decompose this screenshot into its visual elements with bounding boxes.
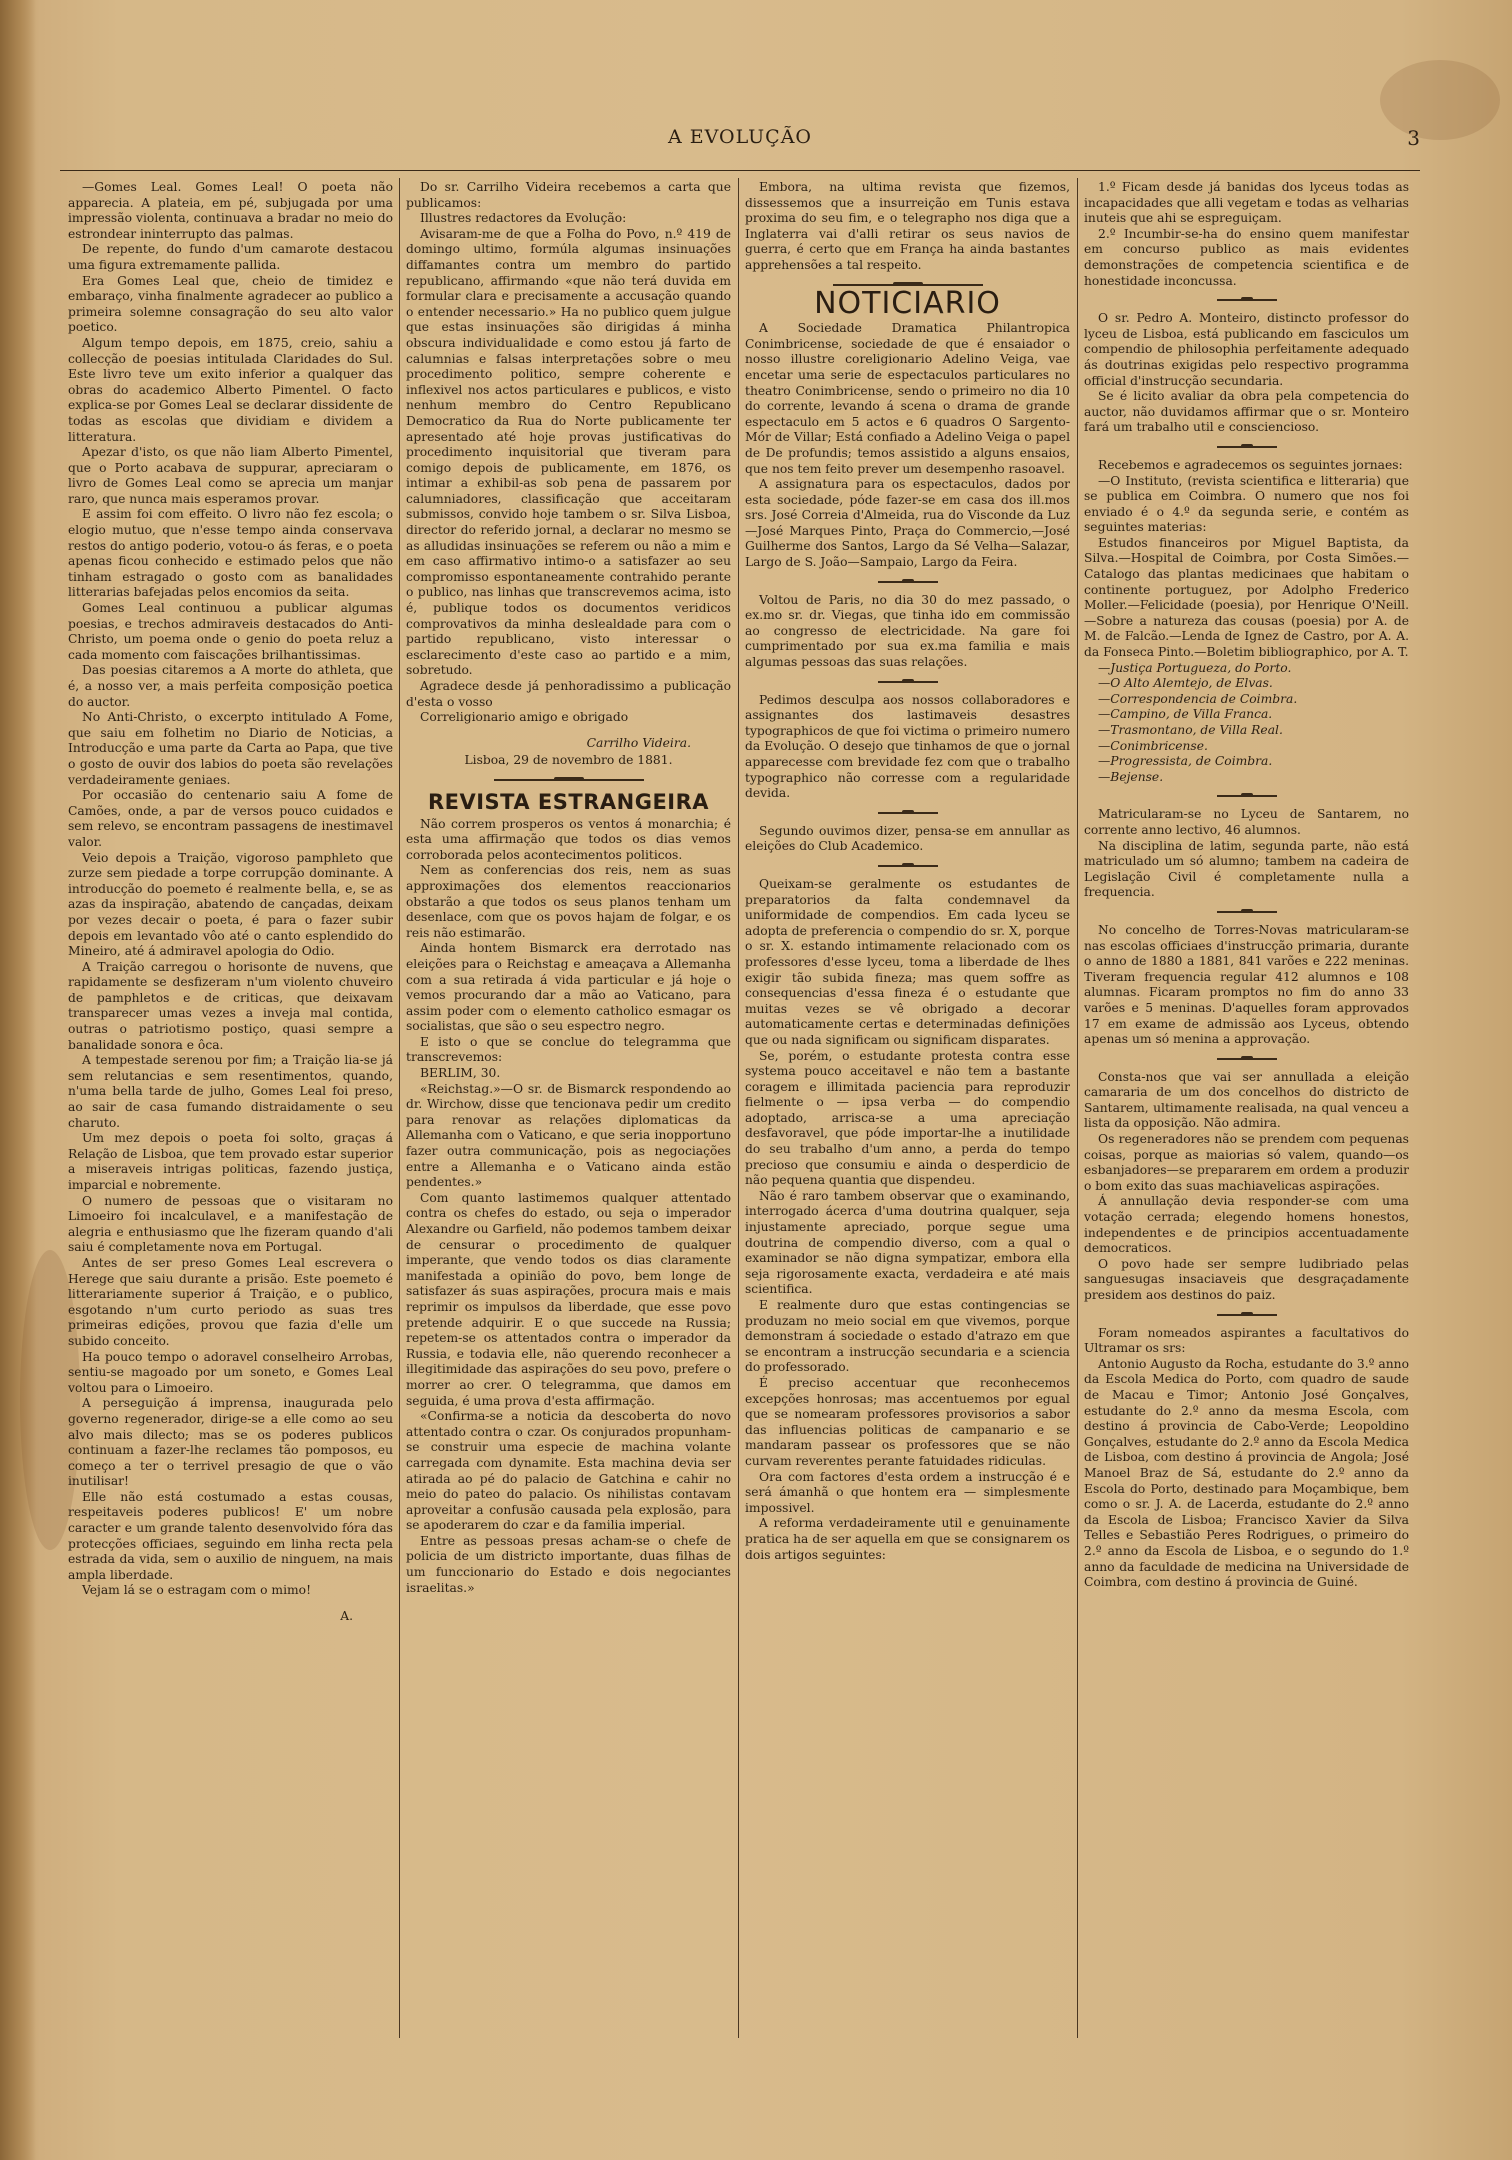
paragraph: Se, porém, o estudante protesta contra esse systema pouco acceitavel e não tem a bastante coragem e illimitada paciencia para reproduzir fielmente o — ipsa verba — do compendio adoptado, arrisca-se a uma apreciação desfavoravel, que póde importar-lhe a inutilidade do seu trabalho d'um anno, a perda do tempo precioso que consumiu e ainda o desperdicio de não pequena quantia que dispendeu. [745,1048,1070,1188]
paragraph: Ha pouco tempo o adoravel conselheiro Arrobas, sentiu-se magoado por um soneto, e Gomes Leal voltou para o Limoeiro. [68,1349,393,1395]
paragraph: Segundo ouvimos dizer, pensa-se em annullar as eleições do Club Academico. [745,823,1070,854]
journal-item: —Correspondencia de Coimbra. [1098,691,1298,706]
paragraph: De repente, do fundo d'um camarote destacou uma figura extremamente pallida. [68,242,393,272]
telegram-dateline: BERLIM, 30. [420,1066,501,1081]
paragraph: Veio depois a Traição, vigoroso pamphleto que zurze sem piedade a torpe corrupção dominante. A introducção do poemeto é realmente bella, e, se as azas da inspiração, abatendo de cançadas, deixam por vezes decair o poeta, é para o fazer subir depois em levantado vôo até o canto esplendido do Mineiro, até á admiravel apologia do Odio. [68,850,393,959]
divider-ornament [1217,442,1277,452]
section-title-revista: REVISTA ESTRANGEIRA [427,789,710,814]
paragraph: Se é licito avaliar da obra pela competencia do auctor, não duvidamos affirmar que o sr. Monteiro fará um trabalho util e consciencioso. [1084,389,1409,435]
divider-ornament [833,280,983,290]
journal-item: —Justiça Portugueza, do Porto. [1098,660,1292,675]
reform-article: 1.º Ficam desde já banidas dos lyceus todas as incapacidades que alli vegetam e todas as velharias inuteis que ahi se espreguiçam. [1084,180,1409,226]
paragraph: A tempestade serenou por fim; a Traição lia-se já sem relutancias e sem resentimentos, quando, n'uma bella tarde de julho, Gomes Leal foi preso, ao sair de casa fumando distraidamente o seu charuto. [68,1053,393,1130]
paragraph: Das poesias citaremos a A morte do athleta, que é, a nosso ver, a mais perfeita composição poetica do auctor. [68,663,393,709]
paragraph: A Sociedade Dramatica Philantropica Conimbricense, sociedade de que é ensaiador o nosso illustre coreligionario Adelino Veiga, vae encetar uma serie de espectaculos particulares no theatro Conimbricense, sendo o primeiro no dia 10 do corrente, levando á scena o drama de grande espectaculo em 5 actos e 6 quadros O Sargento-Mór de Villar; Está confiado a Adelino Veiga o papel de De profundis; temos assistido a alguns ensaios, que nos tem feito prever um desempenho rasoavel. [745,321,1070,476]
section-title-noticiario: NOTICIARIO [814,285,1001,321]
paragraph: «Reichstag.»—O sr. de Bismarck respondendo ao dr. Wirchow, disse que tencionava pedir um credito para renovar as relações diplomaticas da Allemanha com o Vaticano, e que seria inopportuno fazer outra communicação, pois as negociações entre a Allemanha e o Vaticano ainda estão pendentes.» [406,1081,731,1190]
journal-item: —Conimbricense. [1098,738,1208,753]
paragraph: E realmente duro que estas contingencias se produzam no meio social em que vivemos, porque demonstram á sociedade o estado d'atrazo em que se encontram a instrucção secundaria e a sciencia do professorado. [745,1298,1070,1375]
paragraph: A Traição carregou o horisonte de nuvens, que rapidamente se desfizeram n'um violento chuveiro de pamphletos e de criticas, que deixavam transparecer umas vezes a inveja mal contida, outras o patriotismo postiço, quasi sempre a banalidade sonora e ôca. [68,959,393,1052]
paragraph: A reforma verdadeiramente util e genuinamente pratica ha de ser aquella em que se consignarem os dois artigos seguintes: [745,1516,1070,1562]
paragraph: —O Instituto, (revista scientifica e litteraria) que se publica em Coimbra. O numero que nos foi enviado é o 4.º da segunda serie, e contém as seguintes materias: [1084,473,1409,535]
paragraph: Vejam lá se o estragam com o mimo! [82,1583,312,1598]
divider-ornament [1217,791,1277,801]
paragraph: «Confirma-se a noticia da descoberta do novo attentado contra o czar. Os conjurados propunham-se construir uma especie de machina volante carregada com dynamite. Esta machina devia ser atirada ao pé do palacio de Gatchina e cahir no meio do pateo do palacio. Os nihilistas contavam aproveitar a confusão causada pela explosão, para se apoderarem do czar e da familia imperial. [406,1409,731,1533]
paragraph: Elle não está costumado a estas cousas, respeitaveis poderes publicos! E' um nobre caracter e um grande talento desenvolvido fóra das protecções officiaes, seguindo em linha recta pela estrada da vida, sem o auxilio de ninguem, na mais ampla liberdade. [68,1489,393,1582]
paragraph: Agradece desde já penhoradissimo a publicação d'esta o vosso [406,679,731,709]
column-1 [68,180,393,2010]
paragraph: Á annullação devia responder-se com uma votação cerrada; elegendo homens honestos, independentes e de principios accentuadamente democraticos. [1084,1194,1409,1256]
paragraph: —Gomes Leal. Gomes Leal! O poeta não apparecia. A plateia, em pé, subjugada por uma impressão violenta, continuava a bradar no meio do estrondear ininterrupto das palmas. [68,180,393,241]
paragraph: No Anti-Christo, o excerpto intitulado A Fome, que saiu em folhetim no Diario de Noticias, a Introducção e uma parte da Carta ao Papa, que tive o gosto de ouvir dos labios do poeta são revelações verdadeiramente geniaes. [68,710,393,787]
paragraph: Queixam-se geralmente os estudantes de preparatorios da falta condemnavel da uniformidade de compendios. Em cada lyceu se adopta de preferencia o compendio do sr. X, porque o sr. X. estando intimamente relacionado com os professores d'esse lyceu, toma a liberdade de lhes exigir tão subida fineza; mas quem soffre as consequencias d'essa fineza é o estudante que muitas vezes se vê obrigado a decorar automaticamente certas e determinadas definições que ou nada significam ou significam disparates. [745,876,1070,1047]
column-2 [406,180,731,2010]
letter-closing: Correligionario amigo e obrigado [420,710,629,725]
paragraph: Embora, na ultima revista que fizemos, dissessemos que a insurreição em Tunis estava proxima do seu fim, e o telegrapho nos diga que a Inglaterra vai d'alli retirar os seus navios de guerra, é certo que em França ha ainda bastantes apprehensões a tal respeito. [745,180,1070,272]
divider-ornament [494,775,644,785]
paragraph: Foram nomeados aspirantes a facultativos do Ultramar os srs: [1084,1325,1409,1356]
paragraph: Estudos financeiros por Miguel Baptista, da Silva.—Hospital de Coimbra, por Costa Simões.—Catalogo das plantas medicinaes que habitam o continente portuguez, por Adolpho Frederico Moller.—Felicidade (poesia), por Henrique O'Neill.—Sobre a natureza das cousas (poesia) por A. de M. de Falcão.—Lenda de Ignez de Castro, por A. A. da Fonseca Pinto.—Boletim bibliographico, por A. T. [1084,535,1409,660]
journal-item: —Progressista, de Coimbra. [1098,754,1273,769]
paragraph: Algum tempo depois, em 1875, creio, sahiu a collecção de poesias intitulada Claridades do Sul. Este livro teve um exito inferior a qualquer das obras do academico Alberto Pimentel. O facto explica-se por Gomes Leal se declarar dissidente de todas as escolas que dividiam e dividem a litteratura. [68,335,393,444]
divider-ornament [878,861,938,871]
paragraph: Os regeneradores não se prendem com pequenas coisas, porque as maiorias só valem, quando—os esbanjadores—se prepararem em ordem a produzir o bom exito das suas machiavelicas aspirações. [1084,1132,1409,1193]
header-rule [60,170,1420,171]
divider-ornament [878,677,938,687]
paragraph: E assim foi com effeito. O livro não fez escola; o elogio mutuo, que n'esse tempo ainda conservava restos do antigo poderio, votou-o ás feras, e o poeta apenas ficou conhecido e estimado pelos que não tinham estragado o gosto com as banalidades litterarias bafejadas pelos encomios da seita. [68,507,393,600]
paragraph: Por occasião do centenario saiu A fome de Camões, onde, a par de versos pouco cuidados e sem relevo, se encontram passagens de inestimavel valor. [68,788,393,849]
journal-item: —Trasmontano, de Villa Real. [1098,723,1283,737]
divider-ornament [1217,1054,1277,1064]
paragraph: É preciso accentuar que reconhecemos excepções honrosas; mas accentuemos por egual que se nomearam professores provisorios a sabor das influencias politicas de campanario e se mandaram passear os professores que se não curvam reverentes perante fatuidades ridiculas. [745,1375,1070,1468]
masthead-title: A EVOLUÇÃO [667,126,813,148]
paragraph: Um mez depois o poeta foi solto, graças á Relação de Lisboa, que tem provado estar superior a miseraveis intrigas politicas, fazendo justiça, imparcial e nobremente. [68,1131,393,1192]
letter-date: Lisboa, 29 de novembro de 1881. [464,753,673,768]
paragraph: Ainda hontem Bismarck era derrotado nas eleições para o Reichstag e ameaçava a Allemanha com a sua retirada á vida particular e já hoje o vemos procurando dar a mão ao Vaticano, para assim poder com o elemento catholico esmagar os socialistas, que são o seu espectro negro. [406,941,731,1034]
divider-ornament [1217,907,1277,917]
paragraph: Voltou de Paris, no dia 30 do mez passado, o ex.mo sr. dr. Viegas, que tinha ido em commissão ao congresso de electricidade. Na gare foi cumprimentado por sua ex.ma familia e mais algumas pessoas das suas relações. [745,592,1070,670]
paragraph: Não correm prosperos os ventos á monarchia; é esta uma affirmação que todos os dias vemos corroborada pelos acontecimentos politicos. [406,816,731,862]
journal-item: —O Alto Alemtejo, de Elvas. [1098,676,1273,691]
paragraph: Não é raro tambem observar que o examinando, interrogado ácerca d'uma doutrina qualquer, seja injustamente apreciado, porque segue uma doutrina de compendio diverso, com a qual o examinador se não digna sympatizar, embora ella seja rigorosamente exacta, verdadeira e até mais scientifica. [745,1188,1070,1297]
divider-ornament [878,577,938,587]
letter-salutation: Illustres redactores da Evolução: [420,211,627,226]
journal-item: —Bejense. [1098,769,1164,784]
paragraph: Entre as pessoas presas acham-se o chefe de policia de um districto importante, duas filhas de um funccionario do Estado e dois negociantes israelitas.» [406,1533,731,1595]
column-rule [399,178,400,2038]
paragraph: Matricularam-se no Lyceu de Santarem, no corrente anno lectivo, 46 alumnos. [1084,807,1409,837]
article-signature: A. [340,1609,353,1624]
page-number: 3 [1407,126,1420,150]
paragraph: A perseguição á imprensa, inaugurada pelo governo regenerador, dirige-se a elle como ao seu alvo mais dilecto; mas se os poderes publicos continuam a fazer-lhe reclames tão pomposos, eu começo a ter o terrivel presagio de que o vão inutilisar! [68,1396,393,1489]
paragraph: Era Gomes Leal que, cheio de timidez e embaraço, vinha finalmente agradecer ao publico a primeira solemne consagração do seu alto valor poetico. [68,273,393,335]
divider-ornament [1217,1310,1277,1320]
paragraph: Ora com factores d'esta ordem a instrucção é e será ámanhã o que hontem era — simplesmente impossivel. [745,1469,1070,1515]
paragraph: O povo hade ser sempre ludibriado pelas sanguesugas insaciaveis que desgraçadamente presidem aos destinos do paiz. [1084,1256,1409,1302]
column-4 [1084,180,1409,2010]
paragraph: Antes de ser preso Gomes Leal escrevera o Herege que saiu durante a prisão. Este poemeto é litterariamente superior á Traição, e o publico, esgotando n'um curto periodo as suas tres primeiras edições, provou que fazia d'elle um subido conceito. [68,1255,393,1348]
paragraph: Consta-nos que vai ser annullada a eleição camararia de um dos concelhos do districto de Santarem, ultimamente realisada, na qual venceu a lista da opposição. Não admira. [1084,1069,1409,1131]
paragraph: E isto o que se conclue do telegramma que transcrevemos: [406,1034,731,1065]
divider-ornament [1217,295,1277,305]
divider-ornament [878,808,938,818]
page-edge-shadow [0,0,36,2160]
journal-item: —Campino, de Villa Franca. [1098,707,1273,722]
column-3 [745,180,1070,2010]
paragraph: Pedimos desculpa aos nossos collaboradores e assignantes dos lastimaveis desastres typographicos de que foi victima o primeiro numero da Evolução. O desejo que tinhamos de que o jornal apparecesse com brevidade fez com que o trabalho typographico não corresse com a regularidade devida. [745,692,1070,801]
paragraph: O sr. Pedro A. Monteiro, distincto professor do lyceu de Lisboa, está publicando em fasciculos um compendio de philosophia perfeitamente adequado ás doutrinas exigidas pelo respectivo programma official d'instrucção secundaria. [1084,311,1409,388]
paragraph: Nem as conferencias dos reis, nem as suas approximações dos elementos reaccionarios obstarão a que todos os seus planos tenham um desenlace, com que os povos hajam de folgar, e os reis não estimarão. [406,863,731,940]
letter-intro: Do sr. Carrilho Videira recebemos a carta que publicamos: [406,180,731,210]
letter-signature: Carrilho Videira. [586,735,691,750]
page-header [60,126,1420,162]
paragraph: Avisaram-me de que a Folha do Povo, n.º 419 de domingo ultimo, formúla algumas insinuações diffamantes contra um membro do partido republicano, affirmando «que não terá duvida em formular clara e precisamente a accusação quando o entender necessario.» Ha no publico quem julgue que estas insinuações são dirigidas á minha obscura individualidade e como estou já farto de calumnias e falsas interpretações sobre o meu procedimento politico, sempre coherente e inflexivel nos actos particulares e publicos, e visto nenhum membro do Centro Republicano Democratico da Rua do Norte publicamente ter apresentado até hoje provas justificativas do procedimento inquisitorial que tiveram para comigo depois de publicamente, em 1876, os intimar a exhibil-as sob pena de passarem por calumniadores, classificação que acceitaram submissos, convido hoje tambem o sr. Silva Lisboa, director do referido jornal, a declarar no mesmo se as alludidas insinuações se referem ou não a mim e em caso affirmativo intimo-o a satisfazer ao seu compromisso espontaneamente contrahido perante o publico, nas linhas que transcrevemos acima, isto é, publique todos os documentos veridicos comprovativos da minha deslealdade para com o partido republicano, visto interessar o esclarecimento d'este caso ao partido e a mim, sobretudo. [406,226,731,678]
paragraph: Antonio Augusto da Rocha, estudante do 3.º anno da Escola Medica do Porto, com quadro de saude de Macau e Timor; Antonio José Gonçalves, estudante do 2.º anno da mesma Escola, com destino á provincia de Cabo-Verde; Leopoldino Gonçalves, estudante do 2.º anno da Escola Medica de Lisboa, com destino á provincia de Angola; José Manoel Braz de Sá, estudante do 2.º anno da Escola do Porto, destinado para Moçambique, bem como o sr. J. A. de Lacerda, estudante do 2.º anno da Escola de Lisboa; Francisco Xavier da Silva Telles e Sebastião Peres Rodrigues, o primeiro do 2.º anno da Escola de Lisboa, e o segundo do 1.º anno da faculdade de medicina na Universidade de Coimbra, com destino á provincia de Guiné. [1084,1356,1409,1590]
paragraph: Apezar d'isto, os que não liam Alberto Pimentel, que o Porto acabava de suppurar, apreciaram o livro de Gomes Leal como se aprecia um manjar raro, que nunca mais esperamos provar. [68,445,393,506]
paragraph: O numero de pessoas que o visitaram no Limoeiro foi incalculavel, e a manifestação de alegria e enthusiasmo que lhe fizeram quando d'ali saiu é completamente nova em Portugal. [68,1193,393,1255]
paragraph: Com quanto lastimemos qualquer attentado contra os chefes do estado, ou seja o imperador Alexandre ou Garfield, não podemos tambem deixar de censurar o procedimento de qualquer imperante, que vendo todos os dias claramente manifestada a opinião do povo, bem longe de satisfazer ás suas aspirações, procura mais e mais reprimir os impulsos da liberdade, que esse povo pretende adquirir. E o que succede na Russia; repetem-se os attentados contra o imperador da Russia, e todavia elle, não querendo reconhecer a illegitimidade das aspirações do seu povo, prefere o morrer ao crer. O telegramma, que damos em seguida, é uma prova d'esta affirmação. [406,1190,731,1408]
paragraph: Recebemos e agradecemos os seguintes jornaes: [1098,457,1403,472]
reform-article: 2.º Incumbir-se-ha do ensino quem manifestar em concurso publico as mais evidentes demonstrações de competencia scientifica e de honestidade inconcussa. [1084,226,1409,288]
paragraph: Na disciplina de latim, segunda parte, não está matriculado um só alumno; tambem na cadeira de Legislação Civil é completamente nulla a frequencia. [1084,838,1409,900]
column-rule [1077,178,1078,2038]
column-rule [738,178,739,2038]
paragraph: Gomes Leal continuou a publicar algumas poesias, e trechos admiraveis destacados do Anti-Christo, um poema onde o genio do poeta reluz a cada momento com faiscações brilhantissimas. [68,601,393,662]
paragraph: A assignatura para os espectaculos, dados por esta sociedade, póde fazer-se em casa dos ill.mos srs. José Correia d'Almeida, rua do Visconde da Luz—José Marques Pinto, Praça do Commercio,—José Guilherme dos Santos, Largo da Sé Velha—Salazar, Largo de S. João—Sampaio, Largo da Feira. [745,477,1070,570]
paragraph: No concelho de Torres-Novas matricularam-se nas escolas officiaes d'instrucção primaria, durante o anno de 1880 a 1881, 841 varões e 222 meninas. Tiveram frequencia regular 412 alumnos e 108 alumnas. Ficaram promptos no fim do anno 33 varões e 5 meninas. D'aquelles foram approvados 17 em exame de admissão aos Lyceus, obtendo apenas um só menina a approvação. [1084,922,1409,1047]
